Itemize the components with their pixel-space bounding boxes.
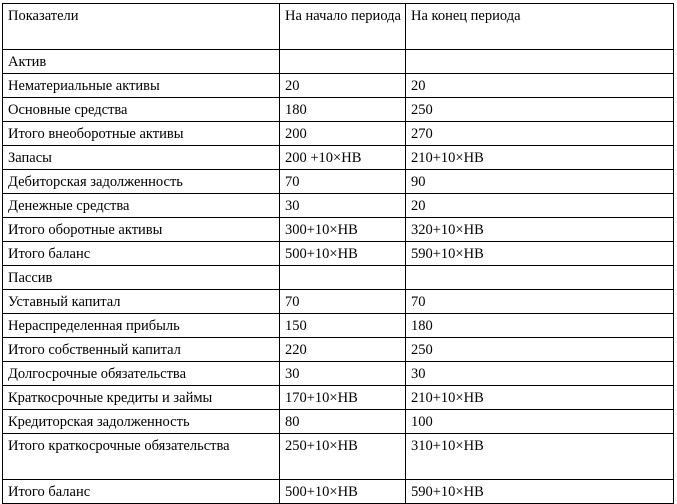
section-row bbox=[3, 266, 674, 290]
period-end-cell: 590+10×НВ bbox=[406, 480, 674, 504]
period-end-cell: 250 bbox=[406, 98, 674, 122]
indicator-cell: Актив bbox=[3, 50, 280, 74]
table-row bbox=[3, 290, 674, 314]
period-start-cell bbox=[280, 50, 406, 74]
period-end-cell: 210+10×НВ bbox=[406, 146, 674, 170]
period-start-cell: 80 bbox=[280, 410, 406, 434]
period-start-cell: 70 bbox=[280, 170, 406, 194]
indicator-cell: Кредиторская задолженность bbox=[3, 410, 280, 434]
table-header-row bbox=[3, 4, 674, 50]
period-end-cell: 270 bbox=[406, 122, 674, 146]
period-start-cell: 150 bbox=[280, 314, 406, 338]
period-end-cell: 210+10×НВ bbox=[406, 386, 674, 410]
table-row bbox=[3, 410, 674, 434]
table-row bbox=[3, 338, 674, 362]
table-row bbox=[3, 170, 674, 194]
period-end-cell: 320+10×НВ bbox=[406, 218, 674, 242]
period-end-cell: 100 bbox=[406, 410, 674, 434]
table-row bbox=[3, 386, 674, 410]
indicator-cell: Нераспределенная прибыль bbox=[3, 314, 280, 338]
period-end-cell: 310+10×НВ bbox=[406, 434, 674, 480]
indicator-cell: Итого краткосрочные обязательства bbox=[3, 434, 280, 480]
table-row bbox=[3, 74, 674, 98]
period-end-cell: 20 bbox=[406, 194, 674, 218]
balance-table bbox=[2, 3, 674, 504]
indicator-cell: Нематериальные активы bbox=[3, 74, 280, 98]
period-end-cell: 180 bbox=[406, 314, 674, 338]
period-start-cell: 300+10×НВ bbox=[280, 218, 406, 242]
table-row bbox=[3, 314, 674, 338]
period-end-cell bbox=[406, 50, 674, 74]
table-row bbox=[3, 98, 674, 122]
period-start-cell: 20 bbox=[280, 74, 406, 98]
period-start-cell: 500+10×НВ bbox=[280, 242, 406, 266]
period-end-cell: 590+10×НВ bbox=[406, 242, 674, 266]
indicator-cell: Итого внеоборотные активы bbox=[3, 122, 280, 146]
indicator-cell: Основные средства bbox=[3, 98, 280, 122]
indicator-cell: Краткосрочные кредиты и займы bbox=[3, 386, 280, 410]
indicator-cell: Итого баланс bbox=[3, 242, 280, 266]
balance-table-body bbox=[3, 4, 674, 504]
table-row bbox=[3, 362, 674, 386]
indicator-cell: Денежные средства bbox=[3, 194, 280, 218]
period-start-cell: 30 bbox=[280, 194, 406, 218]
table-row bbox=[3, 122, 674, 146]
period-start-cell: 220 bbox=[280, 338, 406, 362]
indicator-cell: Пассив bbox=[3, 266, 280, 290]
period-start-cell: 200 bbox=[280, 122, 406, 146]
period-start-cell: 180 bbox=[280, 98, 406, 122]
period-end-cell: 90 bbox=[406, 170, 674, 194]
balance-table-container bbox=[2, 3, 674, 504]
period-start-cell bbox=[280, 266, 406, 290]
period-start-cell: 500+10×НВ bbox=[280, 480, 406, 504]
table-row bbox=[3, 218, 674, 242]
period-end-cell: 30 bbox=[406, 362, 674, 386]
indicator-cell: Запасы bbox=[3, 146, 280, 170]
indicator-cell: Итого собственный капитал bbox=[3, 338, 280, 362]
period-start-cell: 250+10×НВ bbox=[280, 434, 406, 480]
table-row bbox=[3, 480, 674, 504]
header-period-start: На начало периода bbox=[280, 4, 406, 50]
indicator-cell: Уставный капитал bbox=[3, 290, 280, 314]
section-row bbox=[3, 50, 674, 74]
period-start-cell: 200 +10×НВ bbox=[280, 146, 406, 170]
table-row bbox=[3, 434, 674, 480]
period-end-cell: 250 bbox=[406, 338, 674, 362]
period-start-cell: 170+10×НВ bbox=[280, 386, 406, 410]
period-start-cell: 30 bbox=[280, 362, 406, 386]
table-row bbox=[3, 146, 674, 170]
header-indicators: Показатели bbox=[3, 4, 280, 50]
table-row bbox=[3, 194, 674, 218]
table-row bbox=[3, 242, 674, 266]
period-end-cell bbox=[406, 266, 674, 290]
indicator-cell: Долгосрочные обязательства bbox=[3, 362, 280, 386]
indicator-cell: Итого баланс bbox=[3, 480, 280, 504]
header-period-end: На конец периода bbox=[406, 4, 674, 50]
period-end-cell: 20 bbox=[406, 74, 674, 98]
period-end-cell: 70 bbox=[406, 290, 674, 314]
period-start-cell: 70 bbox=[280, 290, 406, 314]
indicator-cell: Дебиторская задолженность bbox=[3, 170, 280, 194]
indicator-cell: Итого оборотные активы bbox=[3, 218, 280, 242]
